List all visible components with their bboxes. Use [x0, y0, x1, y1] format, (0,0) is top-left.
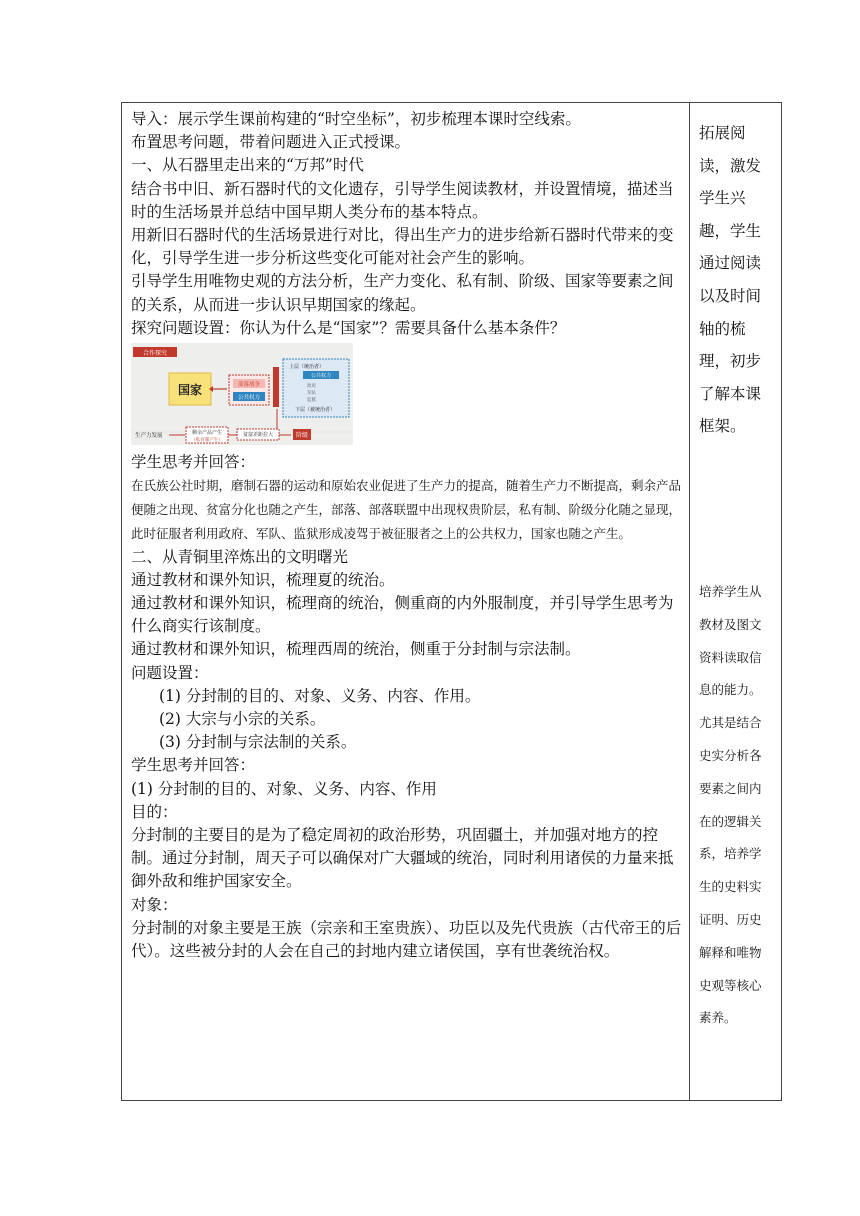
paragraph-materialism: 引导学生用唯物史观的方法分析，生产力变化、私有制、阶级、国家等要素之间的关系，从而进一步认识早期国家的缘起。: [131, 272, 674, 314]
surplus-text: 剩余产品产生: [191, 430, 223, 437]
public-power-text: 公共权力: [237, 395, 261, 402]
private-text: （私有制产生）: [191, 438, 223, 444]
object-text: 分封制的对象主要是王族（宗亲和王室贵族）、功臣以及先代贵族（古代帝王的后代）。这些被分封的人会在自己的封地内建立诸侯国，享有世袭统治权。: [131, 918, 682, 961]
lesson-table: [121, 102, 782, 1101]
item-army: 军队: [307, 391, 316, 397]
teaching-process-column: [131, 108, 683, 963]
state-origin-diagram: [131, 343, 353, 445]
intro-text: 导入：展示学生课前构建的“时空坐标”，初步梳理本课时空线索。: [131, 110, 581, 128]
student-answer-state: 在氏族公社时期，磨制石器的运动和原始农业促进了生产力的提高，随着生产力不断提高，剩余产品便随之出现、贫富分化也随之产生，部落、部落联盟中出现权贵阶层，私有制、阶级分化随之显现，此时征服者利用政府、军队、监狱形成凌驾于被征服者之上的公共权力，国家也随之产生。: [131, 478, 682, 541]
prod-text: 生产力发展: [135, 433, 163, 440]
upper-text: 上层（统治者）: [289, 364, 325, 371]
class-text: 阶级: [295, 432, 309, 440]
shang-text: 通过教材和课外知识，梳理商的统治，侧重商的内外服制度，并引导学生思考为什么商实行该制度。: [131, 594, 674, 636]
gap-text: 贫富差距拉大: [242, 432, 274, 439]
diagram-tag-text: 合作探究: [142, 350, 168, 358]
student-answer-label-2: 学生思考并回答：: [131, 756, 256, 775]
student-answer-label-1: 学生思考并回答：: [131, 453, 256, 472]
class-division-bar: [273, 367, 279, 407]
object-label: 对象：: [131, 895, 178, 914]
question-setup-label: 问题设置：: [131, 663, 209, 682]
item-government: 政府: [307, 384, 316, 390]
purpose-label: 目的：: [131, 802, 178, 821]
western-zhou-text: 通过教材和课外知识，梳理西周的统治，侧重于分封制与宗法制。: [131, 640, 581, 659]
section-2-heading: 二、从青铜里淬炼出的文明曙光: [131, 547, 349, 566]
question-2: (2) 大宗与小宗的关系。: [159, 710, 326, 729]
answer-1-heading: (1) 分封制的目的、对象、义务、内容、作用: [131, 779, 437, 798]
item-prison: 监狱: [307, 398, 316, 404]
design-intent-2: 培养学生从 教材及图文 资料读取信 息的能力。 尤其是结合 史实分析各 要素之间内 在的逻辑关 系，培养学 生的史料实 证明、历史 解释和唯物 史观等核心 素养。: [699, 584, 762, 1026]
assign-question-text: 布置思考问题，带着问题进入正式授课。: [131, 133, 411, 152]
upper-power-text: 公共权力: [310, 373, 332, 380]
war-text: 部落战争: [237, 382, 261, 389]
design-intent-1: 拓展阅 读，激发 学生兴 趣，学生 通过阅读 以及时间 轴的梳 理，初步 了解本课 框架。: [699, 124, 762, 436]
state-text: 国家: [177, 383, 203, 398]
question-3: (3) 分封制与宗法制的关系。: [159, 733, 357, 752]
inquiry-question: 探究问题设置：你认为什么是“国家”？需要具备什么基本条件？: [131, 318, 566, 337]
column-divider: [689, 103, 690, 1100]
section-1-heading: 一、从石器里走出来的“万邦”时代: [131, 156, 364, 175]
xia-text: 通过教材和课外知识，梳理夏的统治。: [131, 570, 395, 589]
paragraph-compare: 用新旧石器时代的生活场景进行对比，得出生产力的进步给新石器时代带来的变化，引导学生进一步分析这些变化可能对社会产生的影响。: [131, 226, 674, 268]
paragraph-stone-age: 结合书中旧、新石器时代的文化遗存，引导学生阅读教材，并设置情境，描述当时的生活场景并总结中国早期人类分布的基本特点。: [131, 179, 674, 221]
purpose-text: 分封制的主要目的是为了稳定周初的政治形势，巩固疆土，并加强对地方的控制。通过分封制，周天子可以确保对广大疆域的统治，同时利用诸侯的力量来抵御外敌和维护国家安全。: [131, 826, 674, 891]
question-1: (1) 分封制的目的、对象、义务、内容、作用。: [159, 686, 481, 705]
lower-text: 下层（被统治者）: [295, 407, 336, 414]
